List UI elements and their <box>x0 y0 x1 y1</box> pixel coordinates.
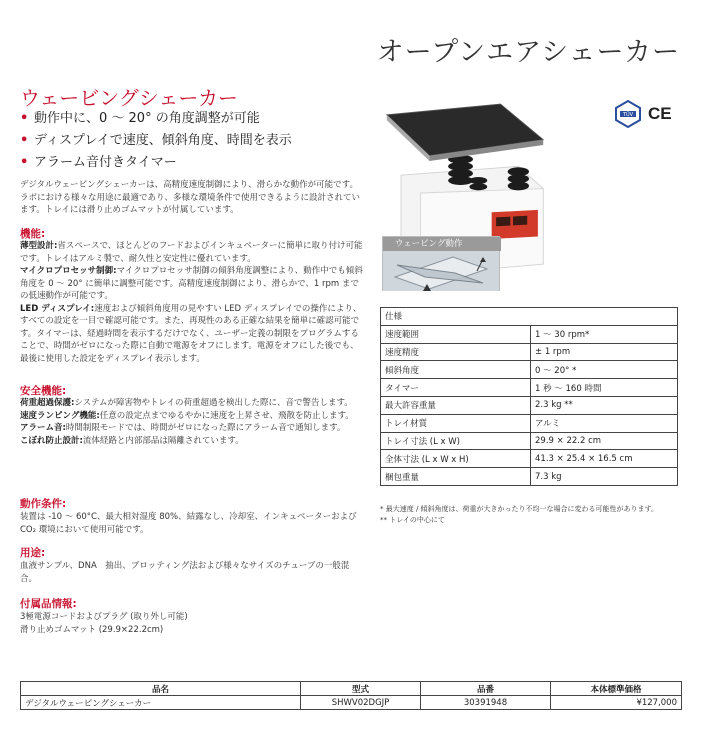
functions-body: 薄型設計:省スペースで、ほとんどのフードおよびインキュベーターに簡単に取り付け可能です。トレイはアルミ製で、耐久性と安定性に優れています。 マイクロプロセッサ制御:マイクロプロセッサ制御の傾斜角度調整により、動作中でも傾斜角度を 0 ～ 20° に簡単に調整可能です。高精度速度制御により、滑らかで、1 rpm までの低速動作が可能です。 LED ディスプレイ:速度および傾斜角度用の見やすい LED ディスプレイでの操作により、すべての設定を一目で確認可能です。また、再現性のある正確な結果を簡単に確認可能です。タイマーは、経過時間を表示するだけでなく、ユーザー定義の制限をプログラムすることで、時間がゼロになった際に自動で電源をオフにします。電源をオフにした後でも、最後に使用した設定をディスプレイ表示します。 <box>20 241 363 364</box>
product-title: ウェービングシェーカー <box>20 86 238 110</box>
order-header-row <box>21 682 682 696</box>
page-title: オープンエアシェーカー <box>376 37 680 68</box>
accessory-item: 3極電源コードおよびプラグ (取り外し可能) <box>20 612 188 622</box>
waving-motion-inset <box>382 236 500 291</box>
accessories-body <box>20 611 365 636</box>
safety-body: 荷重超過保護:システムが障害物やトレイの荷重超過を検出した際に、音で警告します。 速度ランピング機能:任意の設定点までゆるやかに速度を上昇させ、飛散を防止します。 アラーム音:時間制限モードでは、時間がゼロになった際にアラーム音で通知します。 こぼれ防止設計:流体経路と内部部品は隔離されています。 <box>20 398 354 446</box>
spec-note: ** トレイの中心にて <box>380 516 445 524</box>
accessories-heading: 付属品情報: <box>20 598 77 610</box>
feature-item: • ディスプレイで速度、傾斜角度、時間を表示 <box>20 133 292 148</box>
feature-item: • アラーム音付きタイマー <box>20 155 177 170</box>
table-row: タイマー 1 秒 ～ 160 時間 <box>381 379 678 397</box>
functions-heading: 機能: <box>20 228 46 240</box>
column-header: 品番 <box>421 682 551 696</box>
operating-body: 装置は -10 ～ 60°C、最大相対湿度 80%、結露なし、冷却室、インキュベーターおよび CO₂ 環境において使用可能です。 <box>20 512 357 535</box>
waving-motion-label: ウェービング動作 <box>383 237 501 251</box>
operating-heading: 動作条件: <box>20 498 67 510</box>
safety-heading: 安全機能: <box>20 385 67 397</box>
tuv-certification-icon <box>614 100 642 128</box>
table-row: 傾斜角度 0 ～ 20° * <box>381 361 678 379</box>
spec-header: 仕様 <box>381 308 678 326</box>
feature-list <box>20 108 292 174</box>
spec-table <box>380 307 678 486</box>
order-table <box>20 681 682 710</box>
certification-logos <box>614 100 672 128</box>
table-row: トレイ寸法 (L x W) 29.9 × 22.2 cm <box>381 432 678 450</box>
spec-header-row <box>381 308 678 326</box>
ce-mark-icon: CE <box>648 104 672 123</box>
table-row: 速度範囲 1 ～ 30 rpm* <box>381 325 678 343</box>
table-row: トレイ材質 アルミ <box>381 414 678 432</box>
applications-heading: 用途: <box>20 547 46 559</box>
spec-note: * 最大速度 / 傾斜角度は、荷重が大きかったり不均一な場合に変わる可能性があります。 <box>380 505 658 513</box>
column-header: 型式 <box>301 682 421 696</box>
table-row: デジタルウェービングシェーカー SHWV02DGJP 30391948 ¥127,000 <box>21 696 682 710</box>
column-header: 本体標準価格 <box>551 682 682 696</box>
intro-paragraph: デジタルウェービングシェーカーは、高精度速度制御により、滑らかな動作が可能です。ラボにおける様々な用途に最適であり、多様な環境条件で使用できるように設計されています。トレイには滑り止めゴムマットが付属しています。 <box>20 180 361 215</box>
applications-body: 血液サンプル、DNA 抽出、ブロッティング法および様々なサイズのチューブの一般混合。 <box>20 561 350 584</box>
table-row: 最大許容重量 2.3 kg ** <box>381 396 678 414</box>
feature-item: • 動作中に、0 ～ 20° の角度調整が可能 <box>20 111 260 126</box>
column-header: 品名 <box>21 682 301 696</box>
table-row: 梱包重量 7.3 kg <box>381 468 678 486</box>
table-row: 全体寸法 (L x W x H) 41.3 × 25.4 × 16.5 cm <box>381 450 678 468</box>
waving-motion-diagram <box>383 251 499 291</box>
table-row: 速度精度 ± 1 rpm <box>381 343 678 361</box>
svg-text:TÜV: TÜV <box>622 112 634 118</box>
accessory-item: 滑り止めゴムマット (29.9×22.2cm) <box>20 624 164 635</box>
